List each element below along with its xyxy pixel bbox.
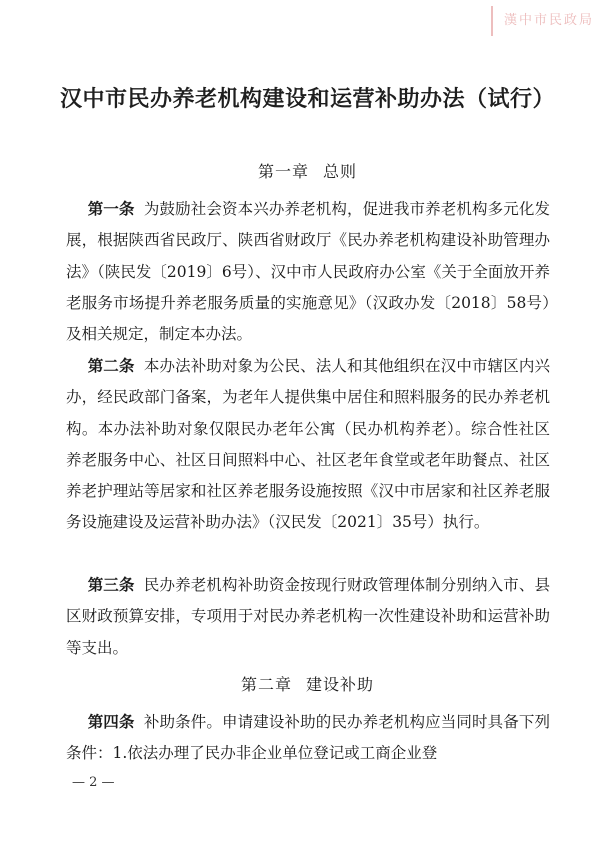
chapter-2-heading bbox=[0, 672, 615, 695]
article-text: 本办法补助对象为公民、法人和其他组织在汉中市辖区内兴办，经民政部门备案，为老年人提供集中居住和照料服务的民办养老机构。本办法补助对象仅限民办老年公寓（民办机构养老）。综合性社区养老服务中心、社区日间照料中心、社区老年食堂或老年助餐点、社区养老护理站等居家和社区养老服务设施按照《汉中市居家和社区养老服务设施建设及运营补助办法》（汉民发〔2021〕35号）执行。 bbox=[66, 357, 550, 532]
article-2 bbox=[66, 351, 550, 539]
chapter-name: 总则 bbox=[323, 162, 358, 181]
chapter-1-heading bbox=[0, 159, 615, 182]
article-1 bbox=[66, 194, 550, 350]
article-label: 第三条 bbox=[87, 576, 135, 594]
article-label: 第二条 bbox=[87, 357, 135, 375]
chapter-number: 第一章 bbox=[257, 162, 309, 181]
article-text: 为鼓励社会资本兴办养老机构，促进我市养老机构多元化发展，根据陕西省民政厅、陕西省财政厅《民办养老机构建设补助管理办法》（陕民发〔2019〕6号）、汉中市人民政府办公室《关于全面放开养老服务市场提升养老服务质量的实施意见》（汉政办发〔2018〕58号）及相关规定，制定本办法。 bbox=[66, 200, 550, 344]
chapter-name: 建设补助 bbox=[306, 675, 375, 694]
chapter-number: 第二章 bbox=[240, 675, 292, 694]
document-title: 汉中市民办养老机构建设和运营补助办法（试行） bbox=[59, 87, 555, 112]
article-text: 补助条件。申请建设补助的民办养老机构应当同时具备下列条件：1.依法办理了民办非企业单位登记或工商企业登 bbox=[66, 713, 550, 763]
article-4 bbox=[66, 707, 550, 770]
article-text: 民办养老机构补助资金按现行财政管理体制分别纳入市、县区财政预算安排，专项用于对民办养老机构一次性建设补助和运营补助等支出。 bbox=[66, 576, 550, 657]
article-3 bbox=[66, 570, 550, 664]
article-label: 第四条 bbox=[87, 713, 135, 731]
page-number: — 2 — bbox=[72, 775, 115, 790]
red-stamp: 漢中市民政局 bbox=[491, 6, 605, 36]
article-label: 第一条 bbox=[87, 200, 135, 218]
